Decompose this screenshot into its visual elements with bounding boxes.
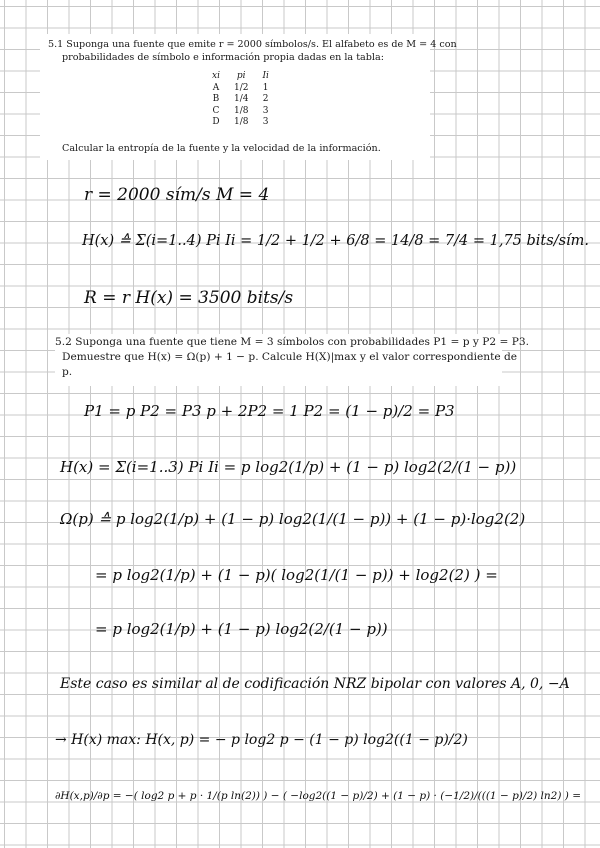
- solution-2-omega-step: = p log2(1/p) + (1 − p)( log2(1/(1 − p)) + log2(2) ) =: [95, 566, 498, 584]
- table-cell: 3: [262, 117, 269, 127]
- exercise-2-statement: [55, 334, 529, 386]
- table-header-cell: xi: [212, 71, 220, 81]
- table-cell: 1/8: [233, 117, 249, 127]
- table-row: [205, 106, 276, 118]
- exercise-1-line-2: probabilidades de símbolo e información propia dadas en la tabla:: [62, 52, 384, 63]
- table-cell: B: [212, 94, 220, 104]
- table-cell: C: [212, 105, 220, 116]
- exercise-1-line-1: 5.1 Suponga una fuente que emite r = 2000 símbolos/s. El alfabeto es de M = 4 con: [48, 39, 457, 50]
- symbol-table: [205, 71, 276, 129]
- exercise-1-question: Calcular la entropía de la fuente y la velocidad de la información.: [62, 143, 381, 154]
- solution-2-hmax: → H(x) max: H(x, p) = − p log2 p − (1 − p) log2((1 − p)/2): [55, 732, 468, 748]
- table-header-cell: Ii: [262, 71, 269, 81]
- solution-2-nrz-note: Este caso es similar al de codificación NRZ bipolar con valores A, 0, −A: [60, 676, 570, 692]
- table-cell: 1/4: [233, 94, 249, 104]
- solution-1-rate: r = 2000 sím/s M = 4: [84, 185, 270, 205]
- solution-2-omega-result: = p log2(1/p) + (1 − p) log2(2/(1 − p)): [95, 620, 388, 638]
- table-cell: 1: [262, 82, 269, 93]
- solution-1-entropy: H(x) ≙ Σ(i=1..4) Pi Ii = 1/2 + 1/2 + 6/8 = 14/8 = 7/4 = 1,75 bits/sím.: [82, 233, 590, 249]
- symbol-table-header: [205, 71, 276, 83]
- table-header-cell: pi: [236, 71, 246, 81]
- table-row: [205, 83, 276, 95]
- solution-2-entropy: H(x) = Σ(i=1..3) Pi Ii = p log2(1/p) + (1 − p) log2(2/(1 − p)): [60, 458, 517, 476]
- table-cell: 1/2: [233, 82, 249, 93]
- table-row: [205, 94, 276, 106]
- table-cell: A: [212, 82, 220, 93]
- table-cell: 1/8: [233, 105, 249, 116]
- solution-2-probabilities: P1 = p P2 = P3 p + 2P2 = 1 P2 = (1 − p)/2 = P3: [84, 402, 455, 420]
- exercise-2-line-2: Demuestre que H(x) = Ω(p) + 1 − p. Calcule H(X)|max y el valor correspondiente de: [62, 351, 518, 363]
- table-cell: 2: [262, 94, 269, 104]
- solution-2-omega-def: Ω(p) ≙ p log2(1/p) + (1 − p) log2(1/(1 − p)) + (1 − p)·log2(2): [60, 510, 526, 528]
- table-cell: 3: [262, 105, 269, 116]
- solution-2-derivative: ∂H(x,p)/∂p = −( log2 p + p · 1/(p ln(2)) ) − ( −log2((1 − p)/2) + (1 − p) · (−1/2)/(((1 − p)/2) ln2) ) =: [55, 790, 582, 802]
- exercise-2-line-3: p.: [62, 366, 73, 378]
- exercise-2-line-1: 5.2 Suponga una fuente que tiene M = 3 símbolos con probabilidades P1 = p y P2 = P3.: [55, 336, 529, 348]
- table-row: [205, 117, 276, 129]
- solution-1-info-rate: R = r H(x) = 3500 bits/s: [84, 288, 294, 308]
- table-cell: D: [212, 117, 220, 127]
- exercise-1-statement: [40, 34, 457, 160]
